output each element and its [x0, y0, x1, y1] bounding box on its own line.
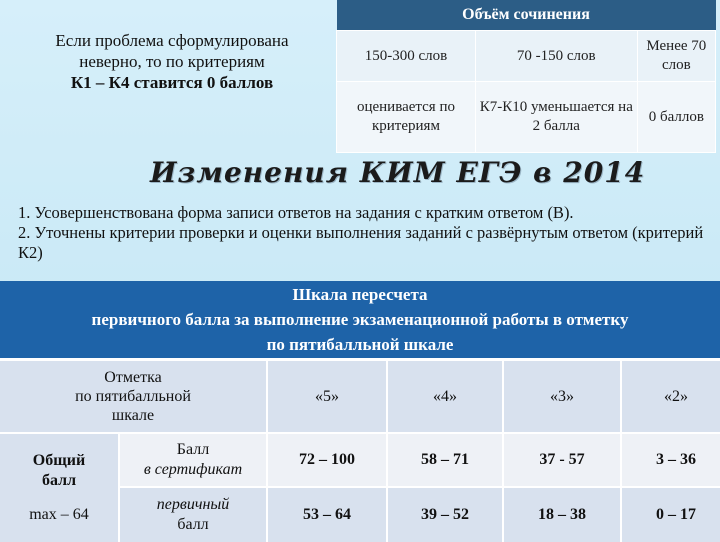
criteria-note: [22, 30, 322, 93]
mark-label-line: Отметка: [104, 369, 162, 386]
grade-scale-table: [0, 281, 720, 540]
mark-label-line: шкале: [111, 407, 155, 424]
changes-list: [18, 203, 708, 263]
primary-label-line: первичный: [156, 496, 230, 513]
mark-5-cell: «5»: [268, 361, 386, 432]
volume-cell: Менее 70 слов: [637, 31, 715, 82]
mark-2-cell: «2»: [622, 361, 720, 432]
cert-label-line: в сертификат: [143, 461, 243, 478]
volume-cell: 0 баллов: [637, 82, 715, 153]
criteria-note-line: неверно, то по критериям: [79, 52, 265, 71]
scale-title-line: Шкала пересчета: [292, 285, 428, 304]
volume-cell: К7-К10 уменьшается на 2 балла: [475, 82, 637, 153]
mark-label-line: по пятибалльной: [75, 388, 191, 405]
criteria-note-line: К1 – К4 ставится 0 баллов: [70, 73, 274, 92]
essay-volume-table: [336, 0, 716, 153]
cert-value-cell: 58 – 71: [388, 434, 502, 486]
total-label-line: балл: [41, 472, 77, 489]
cert-label-line: Балл: [176, 441, 210, 458]
mark-3-cell: «3»: [504, 361, 620, 432]
change-item: 1. Усовершенствована форма записи ответов на задания с кратким ответом (В).: [18, 203, 574, 222]
primary-score-label-cell: [120, 488, 266, 542]
cert-score-label-cell: [120, 434, 266, 486]
volume-cell: 150-300 слов: [337, 31, 476, 82]
volume-table-title: Объём сочинения: [337, 0, 716, 31]
total-score-label-cell: [0, 434, 118, 542]
cert-value-cell: 3 – 36: [622, 434, 720, 486]
primary-value-cell: 18 – 38: [504, 488, 620, 542]
primary-value-cell: 53 – 64: [268, 488, 386, 542]
total-label-line: Общий: [32, 452, 86, 469]
volume-cell: оценивается по критериям: [337, 82, 476, 153]
primary-label-line: балл: [177, 516, 209, 533]
mark-4-cell: «4»: [388, 361, 502, 432]
page-heading: Изменения КИМ ЕГЭ в 2014: [150, 156, 646, 189]
cert-value-cell: 72 – 100: [268, 434, 386, 486]
scale-title-line: первичного балла за выполнение экзаменационной работы в отметку: [91, 310, 629, 329]
primary-value-cell: 39 – 52: [388, 488, 502, 542]
criteria-note-line: Если проблема сформулирована: [55, 31, 289, 50]
primary-value-cell: 0 – 17: [622, 488, 720, 542]
scale-title-line: по пятибалльной шкале: [266, 335, 454, 354]
mark-label-cell: [0, 361, 266, 432]
scale-title: [0, 281, 720, 361]
change-item: 2. Уточнены критерии проверки и оценки выполнения заданий с развёрнутым ответом (критерий К2): [18, 223, 704, 262]
volume-cell: 70 -150 слов: [475, 31, 637, 82]
cert-value-cell: 37 - 57: [504, 434, 620, 486]
total-max-label: max – 64: [29, 506, 89, 523]
